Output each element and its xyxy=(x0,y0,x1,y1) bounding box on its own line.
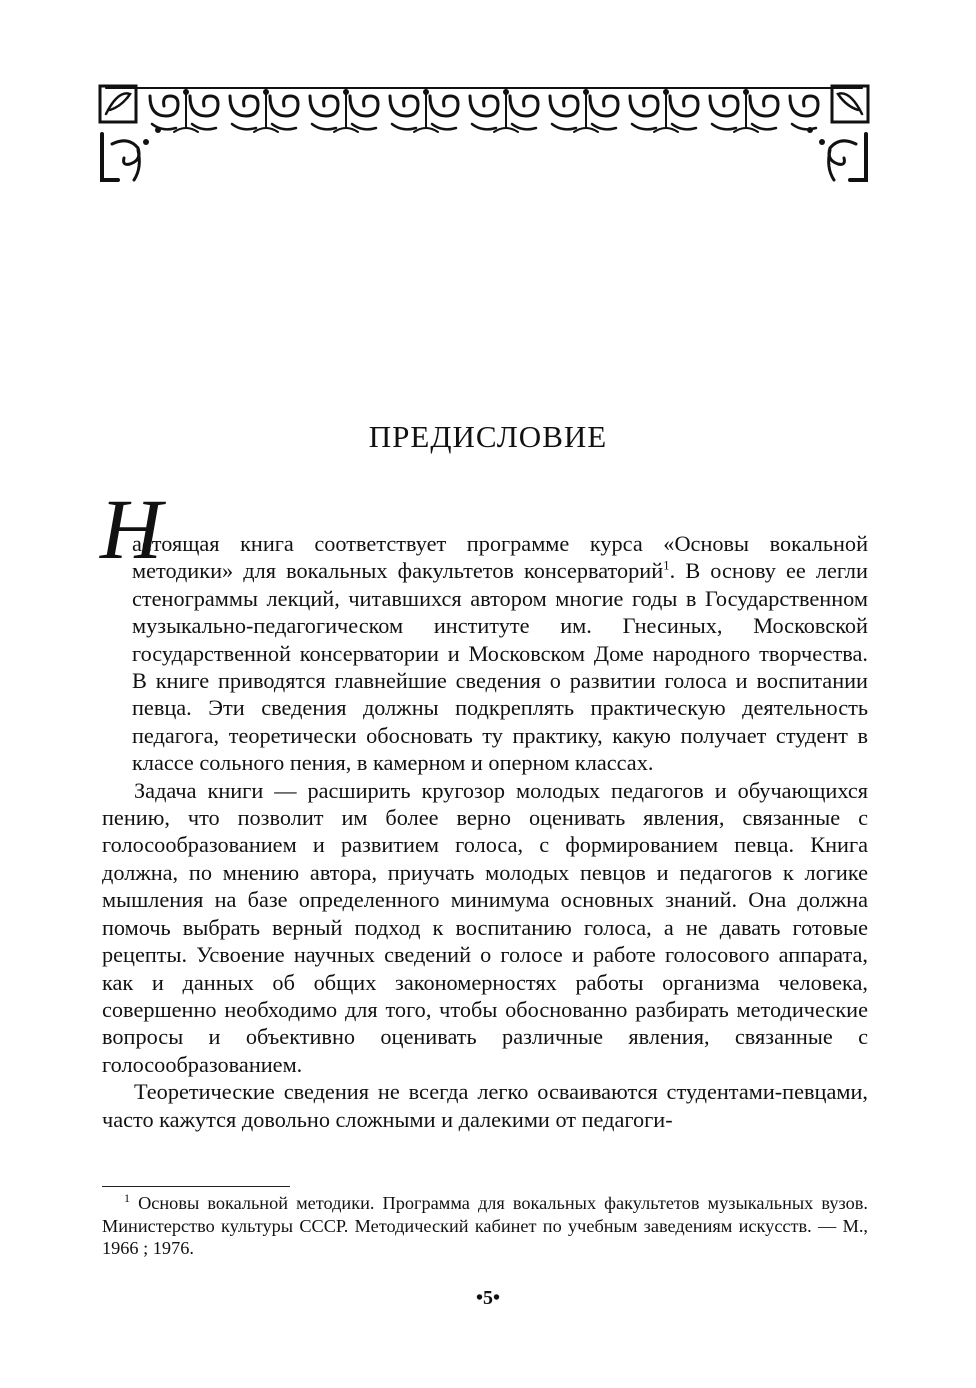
page-number: •5• xyxy=(475,1287,500,1309)
paragraph-1-text-start: астоящая книга соответствует программе курса «Основы вокальной методики» для вокальных факультетов консерваторий xyxy=(132,531,868,584)
paragraph-1 xyxy=(100,481,868,777)
first-paragraph-opening xyxy=(100,481,868,777)
preface-body xyxy=(100,481,868,1133)
footnote-divider xyxy=(102,1186,290,1187)
drop-cap: Н xyxy=(100,481,163,577)
paragraph-3: Теоретические сведения не всегда легко осваиваются студентами-певцами, часто кажутся довольно сложными и далекими от педагоги- xyxy=(102,1079,868,1132)
page-title: ПРЕДИСЛОВИЕ xyxy=(368,418,608,454)
footnote-mark: 1 xyxy=(124,1190,130,1205)
paragraph-2: Задача книги — расширить кругозор молодых педагогов и обучающихся пению, что позволит им более верно оценивать явления, связанные с голосообразованием и развитием голоса, с формированием певца. Книга должна, по мнению автора, приучать молодых певцов и педагогов к логике мышления на базе определенного минимума основных знаний. Она должна помочь выбрать верный подход к воспитанию голоса, а не давать готовые рецепты. Усвоение научных сведений о голосе и работе голосового аппарата, как и данных об общих закономерностях работы организма человека, совершенно необходимо для того, чтобы обоснованно разбирать методические вопросы и объективно оценивать различные явления, связанные с голосообразованием. xyxy=(102,777,868,1077)
paragraph-1-text-end: . В основу ее легли стенограммы лекций, читавшихся автором многие годы в Государственном музыкально-педагогическом институте им. Гнесиных, Московской государственной консерватории и Московском Доме народного творчества. В книге приводятся главнейшие сведения о развитии голоса и воспитании певца. Эти сведения должны подкреплять практическую деятельность педагога, теоретически обосновать ту практику, какую получает студент в классе сольного пения, в камерном и оперном классах. xyxy=(132,558,868,776)
ornamental-border-icon xyxy=(98,84,870,188)
footnote xyxy=(102,1192,868,1260)
footnote-reference: 1 xyxy=(663,557,670,573)
footnote-text: Основы вокальной методики. Программа для вокальных факультетов музыкальных вузов. Министерство культуры СССР. Методический кабинет по учебным заведениям искусств. — М., 1966 ; 1976. xyxy=(102,1193,868,1259)
